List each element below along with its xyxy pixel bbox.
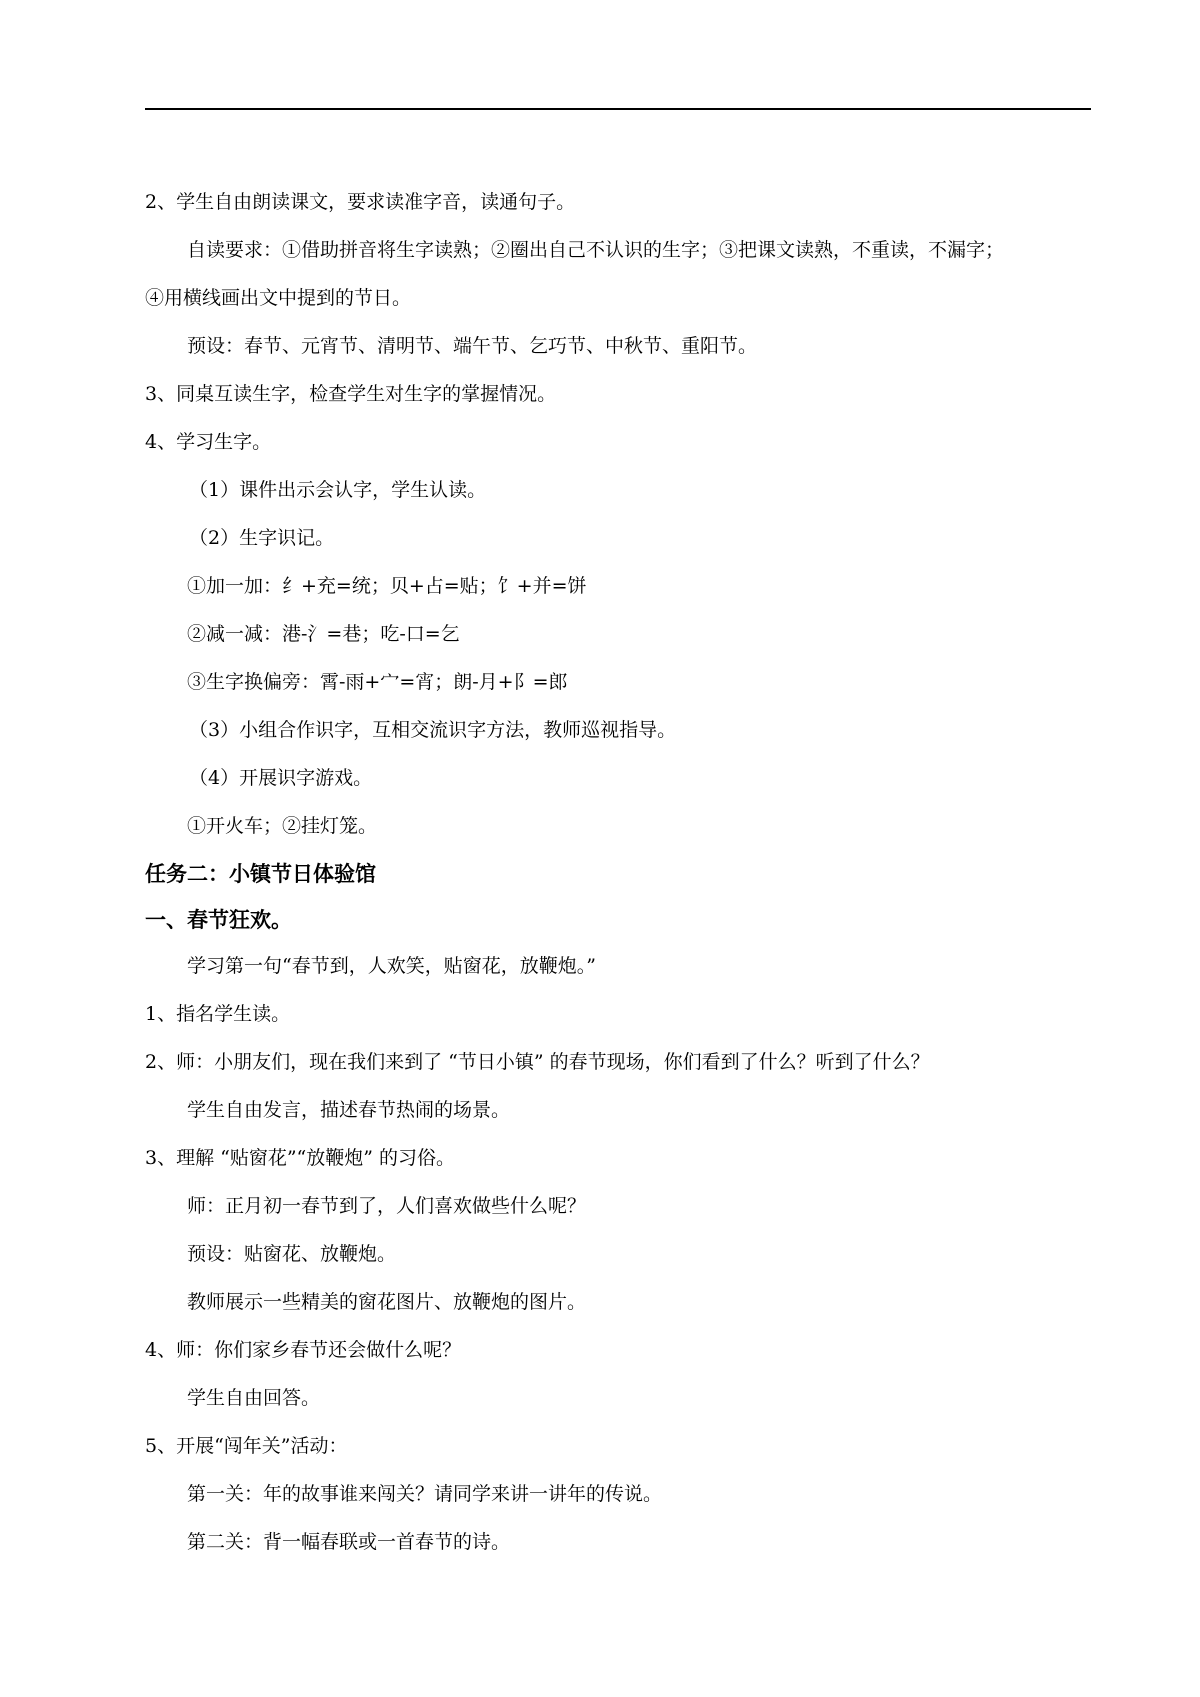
item-5: 5、开展“闯年关”活动： <box>145 1435 348 1457</box>
item-3: 3、理解 “贴窗花”“放鞭炮” 的习俗。 <box>145 1147 456 1169</box>
task-2-heading: 任务二：小镇节日体验馆 <box>145 862 376 886</box>
item-4-response: 学生自由回答。 <box>187 1387 321 1409</box>
games: ①开火车；②挂灯笼。 <box>187 815 378 837</box>
method-radical-swap: ③生字换偏旁：霄-雨+宀=宵；朗-月+阝=郎 <box>187 671 568 693</box>
method-add: ①加一加：纟+充=统；贝+占=贴；饣+并=饼 <box>187 575 587 597</box>
substep-4: （4）开展识字游戏。 <box>189 767 373 789</box>
level-1: 第一关：年的故事谁来闯关？请同学来讲一讲年的传说。 <box>187 1483 663 1505</box>
method-subtract: ②减一减：港-氵=巷；吃-口=乞 <box>187 623 460 645</box>
item-4: 4、师：你们家乡春节还会做什么呢？ <box>145 1339 462 1361</box>
preset-festivals: 预设：春节、元宵节、清明节、端午节、乞巧节、中秋节、重阳节。 <box>187 335 758 357</box>
item-3-preset: 预设：贴窗花、放鞭炮。 <box>187 1243 397 1265</box>
substep-2: （2）生字识记。 <box>189 527 335 549</box>
item-3-teacher: 师：正月初一春节到了，人们喜欢做些什么呢？ <box>187 1195 587 1217</box>
header-rule <box>145 108 1091 110</box>
item-1: 1、指名学生读。 <box>145 1003 291 1025</box>
item-2-response: 学生自由发言，描述春节热闹的场景。 <box>187 1099 511 1121</box>
self-read-requirements: 自读要求：①借助拼音将生字读熟；②圈出自己不认识的生字；③把课文读熟，不重读，不漏字； <box>187 239 1005 261</box>
level-2: 第二关：背一幅春联或一首春节的诗。 <box>187 1531 511 1553</box>
substep-3: （3）小组合作识字，互相交流识字方法，教师巡视指导。 <box>189 719 677 741</box>
section-1-heading: 一、春节狂欢。 <box>145 908 292 932</box>
item-3-show: 教师展示一些精美的窗花图片、放鞭炮的图片。 <box>187 1291 587 1313</box>
step-4: 4、学习生字。 <box>145 431 272 453</box>
step-3: 3、同桌互读生字，检查学生对生字的掌握情况。 <box>145 383 557 405</box>
self-read-requirements-cont: ④用横线画出文中提到的节日。 <box>145 287 412 309</box>
step-2: 2、学生自由朗读课文，要求读准字音，读通句子。 <box>145 191 576 213</box>
document-body <box>145 188 1105 1576</box>
learn-first-sentence: 学习第一句“春节到，人欢笑，贴窗花，放鞭炮。” <box>187 955 596 977</box>
substep-1: （1）课件出示会认字，学生认读。 <box>189 479 487 501</box>
item-2: 2、师：小朋友们，现在我们来到了 “节日小镇” 的春节现场，你们看到了什么？听到了什么？ <box>145 1051 930 1073</box>
